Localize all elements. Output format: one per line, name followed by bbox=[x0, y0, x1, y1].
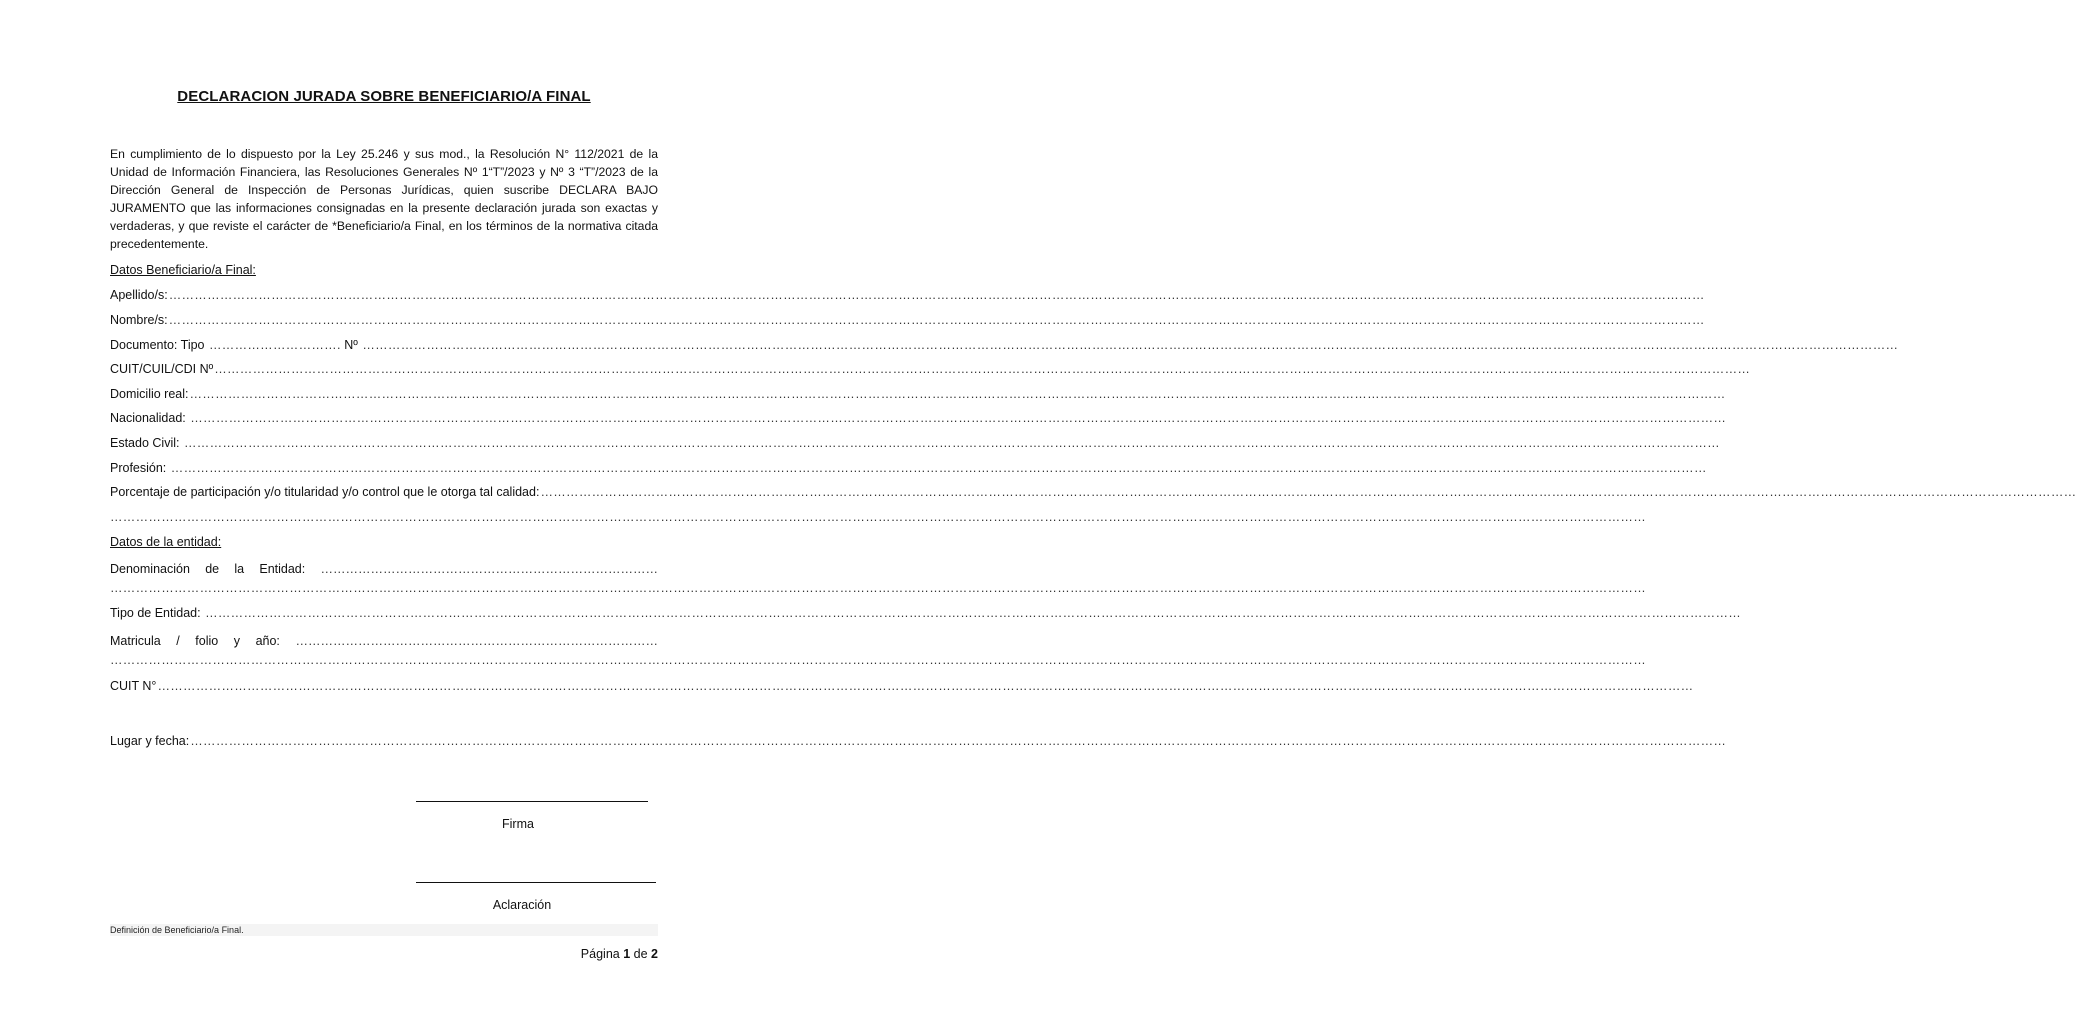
lugar-fecha-field[interactable] bbox=[110, 734, 1727, 748]
profesion-field[interactable] bbox=[110, 461, 1707, 475]
fill-dots: ……………………………………………………………………………………………………………………………………………………………………………………………………………………………………………………………………………………………………………………………… bbox=[362, 338, 1899, 352]
fill-dots-fixed: …………………………………………………………………………… bbox=[295, 634, 658, 648]
tipo-entidad-label: Tipo de Entidad: bbox=[110, 606, 201, 620]
fill-dots: ……………………………………………………………………………………………………………………………………………………………………………………………………………………………………………………………………………………………………………………………… bbox=[168, 288, 1705, 302]
denominacion-word: de bbox=[205, 562, 220, 576]
denominacion-continuation-line[interactable]: ……………………………………………………………………………………………………………………………………………………………………………………………………………………………………………………………………………………………………………………………… bbox=[110, 581, 1646, 595]
porcentaje-continuation-line[interactable]: ……………………………………………………………………………………………………………………………………………………………………………………………………………………………………………………………………………………………………………………………… bbox=[110, 510, 1646, 524]
cuit-entidad-field[interactable] bbox=[110, 679, 1694, 693]
matricula-word: / bbox=[176, 634, 180, 648]
cuit-entidad-label: CUIT N° bbox=[110, 679, 157, 693]
fill-dots: ……………………………………………………………………………………………………………………………………………………………………………………………………………………………………………………………………………………………………………………………… bbox=[190, 734, 1727, 748]
domicilio-field[interactable] bbox=[110, 387, 1726, 401]
footnote: Definición de Beneficiario/a Final. bbox=[110, 924, 658, 936]
page-total: 2 bbox=[651, 947, 658, 961]
fill-dots: ……………………………………………………………………………………………………………………………………………………………………………………………………………………………………………………………………………………………………………………………… bbox=[190, 411, 1727, 425]
nombre-label: Nombre/s: bbox=[110, 313, 168, 327]
denominacion-word: la bbox=[234, 562, 245, 576]
denominacion-word: Denominación bbox=[110, 562, 190, 576]
intro-paragraph: En cumplimiento de lo dispuesto por la Ley 25.246 y sus mod., la Resolución N° 112/2021 de la Unidad de Información Financiera, las Resoluciones Generales Nº 1“T”/2023 y Nº 3 “T”/2023 de la Dirección General de Inspección de Personas Jurídicas, quien suscribe DECLARA BAJO JURAMENTO que las informaciones consignadas en la presente declaración jurada son exactas y verdaderas, y que reviste el carácter de *Beneficiario/a Final, en los términos de la normativa citada precedentemente. bbox=[110, 147, 658, 251]
fill-dots: ……………………………………………………………………………………………………………………………………………………………………………………………………………………………………………………………………………………………………………………………… bbox=[157, 679, 1694, 693]
denominacion-field[interactable] bbox=[110, 562, 658, 576]
aclaracion-signature-line[interactable] bbox=[416, 882, 656, 883]
document-title: DECLARACION JURADA SOBRE BENEFICIARIO/A FINAL bbox=[177, 88, 591, 105]
apellido-field[interactable] bbox=[110, 288, 1705, 302]
nacionalidad-field[interactable] bbox=[110, 411, 1727, 425]
porcentaje-field[interactable] bbox=[110, 485, 2076, 499]
matricula-word: folio bbox=[195, 634, 219, 648]
nombre-field[interactable] bbox=[110, 313, 1705, 327]
fill-dots: ……………………………………………………………………………………………………………………………………………………………………………………………………………………………………………………………………………………………………………………………… bbox=[170, 461, 1707, 475]
matricula-word: y bbox=[233, 634, 241, 648]
page-middle: de bbox=[633, 947, 648, 961]
matricula-field[interactable] bbox=[110, 634, 658, 648]
documento-nro-label: Nº bbox=[344, 338, 358, 352]
lugar-fecha-label: Lugar y fecha: bbox=[110, 734, 190, 748]
fill-dots-fixed: ……………………………………………………………………… bbox=[320, 562, 658, 576]
fill-dots: ……………………………………………………………………………………………………………………………………………………………………………………………………………………………………………………………………………………………………………………………… bbox=[214, 362, 1751, 376]
fill-dots: ……………………………………………………………………………………………………………………………………………………………………………………………………………………………………………………………………………………………………………………………… bbox=[205, 606, 1742, 620]
matricula-continuation-line[interactable]: ……………………………………………………………………………………………………………………………………………………………………………………………………………………………………………………………………………………………………………………………… bbox=[110, 653, 1646, 667]
fill-dots: ……………………………………………………………………………………………………………………………………………………………………………………………………………………………………………………………………………………………………………………………… bbox=[189, 387, 1726, 401]
firma-label: Firma bbox=[502, 817, 534, 831]
nacionalidad-label: Nacionalidad: bbox=[110, 411, 186, 425]
matricula-word: año: bbox=[255, 634, 280, 648]
entidad-heading: Datos de la entidad: bbox=[110, 535, 222, 549]
documento-field[interactable] bbox=[110, 338, 1899, 352]
beneficiario-heading: Datos Beneficiario/a Final: bbox=[110, 263, 256, 277]
cuit-cuil-label: CUIT/CUIL/CDI Nº bbox=[110, 362, 214, 376]
apellido-label: Apellido/s: bbox=[110, 288, 168, 302]
fill-dots: ……………………………………………………………………………………………………………………………………………………………………………………………………………………………………………………………………………………………………………………………… bbox=[540, 485, 2076, 499]
matricula-word: Matricula bbox=[110, 634, 161, 648]
estado-civil-label: Estado Civil: bbox=[110, 436, 180, 450]
estado-civil-field[interactable] bbox=[110, 436, 1720, 450]
page-prefix: Página bbox=[580, 947, 620, 961]
porcentaje-label: Porcentaje de participación y/o titularidad y/o control que le otorga tal calidad: bbox=[110, 485, 540, 499]
tipo-entidad-field[interactable] bbox=[110, 606, 1742, 620]
profesion-label: Profesión: bbox=[110, 461, 167, 475]
domicilio-label: Domicilio real: bbox=[110, 387, 189, 401]
fill-dots: ……………………………………………………………………………………………………………………………………………………………………………………………………………………………………………………………………………………………………………………………… bbox=[183, 436, 1720, 450]
firma-signature-line[interactable] bbox=[416, 801, 648, 802]
denominacion-word: Entidad: bbox=[259, 562, 306, 576]
fill-dots-short: …………………………. bbox=[208, 338, 341, 352]
aclaracion-label: Aclaración bbox=[492, 898, 552, 912]
fill-dots: ……………………………………………………………………………………………………………………………………………………………………………………………………………………………………………………………………………………………………………………………… bbox=[168, 313, 1705, 327]
documento-tipo-label: Documento: Tipo bbox=[110, 338, 205, 352]
page-current: 1 bbox=[623, 947, 631, 961]
cuit-cuil-field[interactable] bbox=[110, 362, 1751, 376]
page-number bbox=[520, 947, 658, 961]
